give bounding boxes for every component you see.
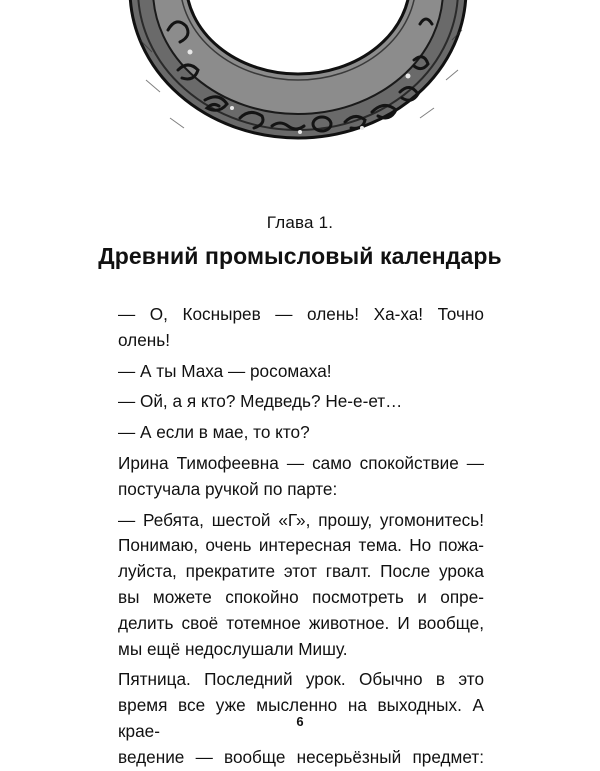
- text-line: время все уже мысленно на выходных. А крае-: [118, 695, 484, 741]
- text-line: олень!: [118, 329, 170, 350]
- text-line: делить своё тотемное животное. И вообще,: [118, 612, 484, 633]
- text-line: — А ты Маха — росомаха!: [118, 360, 332, 381]
- text-line: — О, Коснырев — олень! Ха-ха! Точно: [118, 304, 484, 324]
- ornamental-ring-illustration: [0, 0, 600, 175]
- text-line: Понимаю, очень интересная тема. Но пожа-: [118, 535, 484, 556]
- text-line: — Ой, а я кто? Медведь? Не-е-ет…: [118, 391, 403, 412]
- chapter-title: Древний промысловый календарь: [98, 243, 502, 269]
- chapter-body: [118, 302, 484, 771]
- text-line: луйста, прекратите этот гвалт. После урока: [118, 561, 484, 582]
- text-line: — Ребята, шестой «Г», прошу, угомонитесь!: [118, 509, 484, 530]
- page-number: 6: [296, 714, 304, 729]
- text-line: вы можете спокойно посмотреть и опре-: [118, 586, 484, 607]
- text-line: Пятница. Последний урок. Обычно в это: [118, 669, 484, 690]
- chapter-label: Глава 1.: [266, 213, 334, 232]
- text-line: мы ещё недослушали Мишу.: [118, 638, 348, 659]
- text-line: ведение — вообще несерьёзный предмет:: [118, 746, 484, 767]
- text-line: постучала ручкой по парте:: [118, 478, 338, 499]
- text-line: — А если в мае, то кто?: [118, 422, 310, 443]
- text-line: Ирина Тимофеевна — само спокойствие —: [118, 452, 484, 473]
